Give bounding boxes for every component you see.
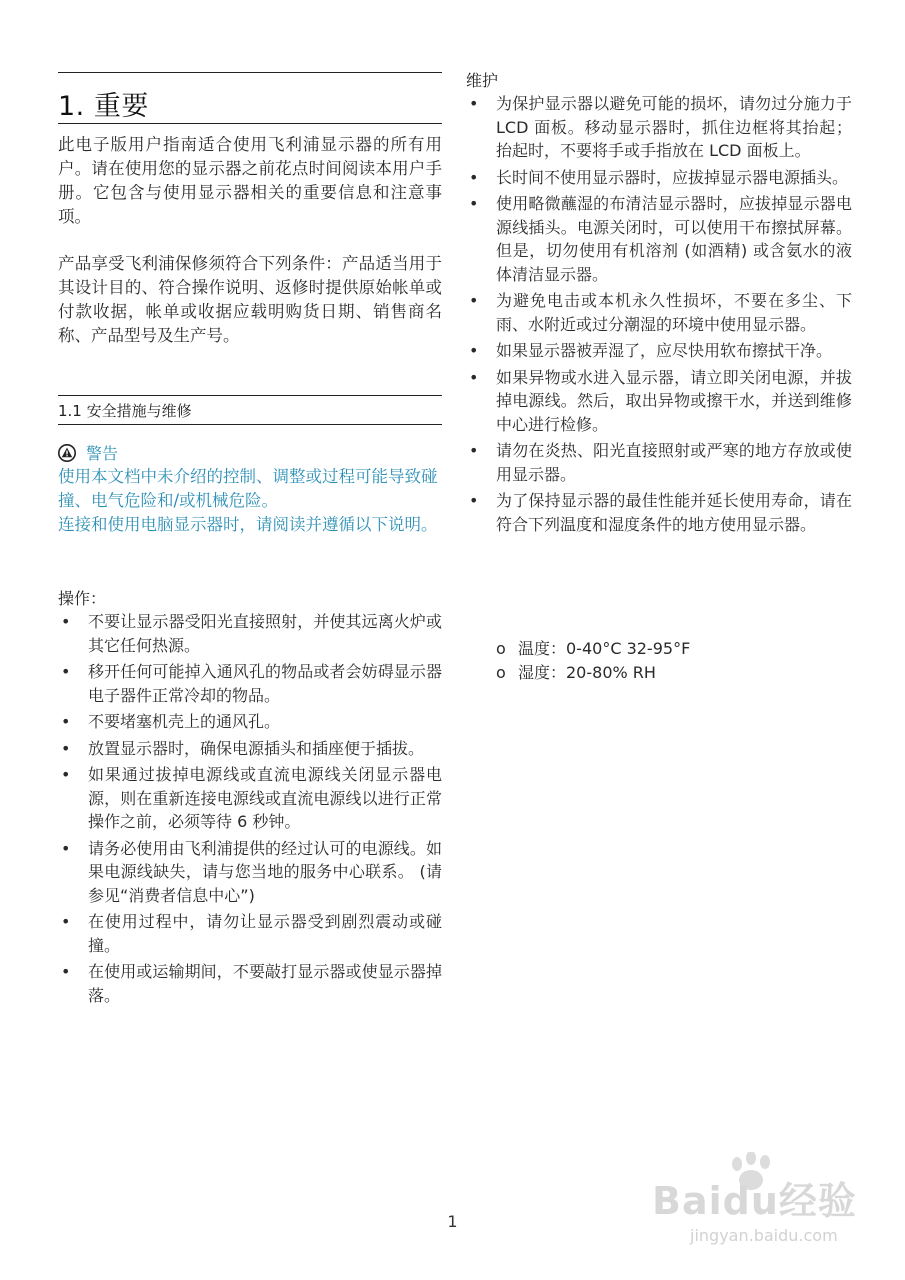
- list-item: • 不要堵塞机壳上的通风孔。: [58, 710, 442, 734]
- list-item: • 在使用过程中，请勿让显示器受到剧烈震动或碰撞。: [61, 912, 442, 955]
- title-rule: [58, 123, 442, 124]
- operation-list: [58, 610, 442, 1010]
- bullet-icon: •: [469, 291, 479, 310]
- warning-heading: [58, 441, 118, 464]
- list-item: • 为了保持显示器的最佳性能并延长使用寿命，请在符合下列温度和湿度条件的地方使用显示器。: [469, 491, 852, 534]
- list-item: • 如果显示器被弄湿了，应尽快用软布擦拭干净。: [466, 339, 852, 363]
- list-item: • 为保护显示器以避免可能的损坏，请勿过分施力于 LCD 面板。移动显示器时，抓住边框将其抬起；抬起时，不要将手或手指放在 LCD 面板上。: [469, 94, 852, 160]
- maintenance-list: [466, 92, 852, 539]
- bullet-icon: •: [61, 662, 71, 681]
- condition-item: o 温度：0-40°C 32-95°F: [496, 637, 852, 661]
- maintenance-label: 维护: [466, 71, 499, 90]
- list-item: • 在使用或运输期间，不要敲打显示器或使显示器掉落。: [61, 962, 442, 1005]
- top-rule: [58, 72, 442, 73]
- bullet-icon: •: [469, 367, 479, 387]
- page-number: 1: [447, 1212, 458, 1231]
- list-item: • 长时间不使用显示器时，应拔掉显示器电源插头。: [466, 166, 852, 190]
- bullet-icon: •: [469, 194, 479, 213]
- bullet-icon: •: [469, 441, 479, 460]
- intro-paragraph: 此电子版用户指南适合使用飞利浦显示器的所有用户。请在使用您的显示器之前花点时间阅读本用户手册。它包含与使用显示器相关的重要信息和注意事项。: [58, 135, 442, 226]
- watermark-url: jingyan.baidu.com: [690, 1226, 838, 1245]
- operation-label: 操作：: [58, 589, 107, 608]
- bullet-icon: •: [61, 962, 71, 981]
- chapter-title: 1. 重要: [58, 91, 149, 122]
- bullet-icon: •: [61, 612, 71, 631]
- list-item: • 为避免电击或本机永久性损坏，不要在多尘、下雨、水附近或过分潮湿的环境中使用显示器。: [469, 291, 852, 334]
- bullet-icon: •: [61, 912, 71, 931]
- warranty-paragraph: 产品享受飞利浦保修须符合下列条件：产品适当用于其设计目的、符合操作说明、返修时提供原始帐单或付款收据，帐单或收据应载明购货日期、销售商名称、产品型号及生产号。: [58, 254, 442, 345]
- section-bottom-rule: [58, 424, 442, 425]
- circle-bullet-icon: o: [496, 639, 506, 658]
- watermark-brand: Baidu经验: [652, 1179, 857, 1223]
- list-item: • 不要让显示器受阳光直接照射，并使其远离火炉或其它任何热源。: [61, 612, 442, 655]
- section-rule: [58, 395, 442, 396]
- condition-item: o 湿度：20-80% RH: [496, 661, 852, 685]
- bullet-icon: •: [61, 712, 71, 731]
- bullet-icon: •: [469, 167, 479, 187]
- list-item: • 放置显示器时，确保电源插头和插座便于插拔。: [58, 737, 442, 761]
- circle-bullet-icon: o: [496, 663, 506, 682]
- bullet-icon: •: [61, 838, 71, 858]
- list-item: • 请勿在炎热、阳光直接照射或严寒的地方存放或使用显示器。: [469, 441, 852, 484]
- bullet-icon: •: [469, 341, 479, 360]
- list-item: • 使用略微蘸湿的布清洁显示器时，应拔掉显示器电源线插头。电源关闭时，可以使用干布擦拭屏幕。但是，切勿使用有机溶剂 (如酒精) 或含氨水的液体清洁显示器。: [469, 194, 852, 284]
- list-item: • 如果异物或水进入显示器，请立即关闭电源，并拔掉电源线。然后，取出异物或擦干水，并送到维修中心进行检修。: [469, 367, 852, 434]
- conditions-list: [496, 637, 852, 685]
- bullet-icon: •: [469, 491, 479, 510]
- bullet-icon: •: [61, 738, 71, 758]
- list-item: • 请务必使用由飞利浦提供的经过认可的电源线。如果电源线缺失，请与您当地的服务中心联系。 (请参见“消费者信息中心”): [61, 838, 442, 905]
- warning-text-1: 使用本文档中未介绍的控制、调整或过程可能导致碰撞、电气危险和/或机械危险。: [58, 467, 438, 510]
- warning-icon: [58, 444, 76, 462]
- list-item: • 移开任何可能掉入通风孔的物品或者会妨碍显示器电子器件正常冷却的物品。: [61, 662, 442, 705]
- bullet-icon: •: [469, 94, 479, 113]
- bullet-icon: •: [61, 765, 71, 784]
- section-title: 1.1 安全措施与维修: [58, 402, 192, 420]
- warning-title: 警告: [86, 444, 119, 463]
- list-item: • 如果通过拔掉电源线或直流电源线关闭显示器电源，则在重新连接电源线或直流电源线以进行正常操作之前，必须等待 6 秒钟。: [61, 765, 442, 831]
- warning-text-2: 连接和使用电脑显示器时，请阅读并遵循以下说明。: [58, 515, 438, 534]
